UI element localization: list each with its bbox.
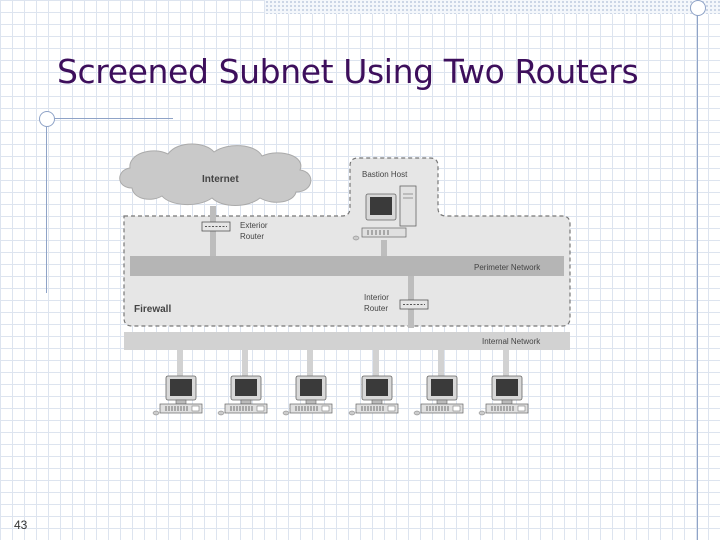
internet-label: Internet xyxy=(202,174,239,185)
workstation-1 xyxy=(153,376,202,415)
workstation-4 xyxy=(349,376,398,415)
exterior-router-icon xyxy=(202,222,230,231)
right-decor-ring xyxy=(690,0,706,16)
workstation-6 xyxy=(479,376,528,415)
interior-router-icon xyxy=(400,300,428,309)
left-decor-line xyxy=(46,111,47,293)
bastion-host-label: Bastion Host xyxy=(362,170,408,179)
top-dotted-band xyxy=(265,0,720,14)
slide-title: Screened Subnet Using Two Routers xyxy=(57,52,639,91)
firewall-label: Firewall xyxy=(134,304,172,315)
interior-router-label-line1: Interior xyxy=(364,293,389,302)
internal-network-label: Internal Network xyxy=(482,337,541,346)
perimeter-network-label: Perimeter Network xyxy=(474,263,541,272)
network-diagram xyxy=(110,136,586,436)
title-underline xyxy=(45,118,173,119)
exterior-router-label-line1: Exterior xyxy=(240,221,268,230)
interior-router-label-line2: Router xyxy=(364,304,389,313)
left-decor-ring xyxy=(39,111,55,127)
workstation-5 xyxy=(414,376,463,415)
right-decor-line xyxy=(697,0,698,540)
workstation-2 xyxy=(218,376,267,415)
page-number: 43 xyxy=(14,518,28,532)
workstation-3 xyxy=(283,376,332,415)
exterior-router-label-line2: Router xyxy=(240,232,265,241)
